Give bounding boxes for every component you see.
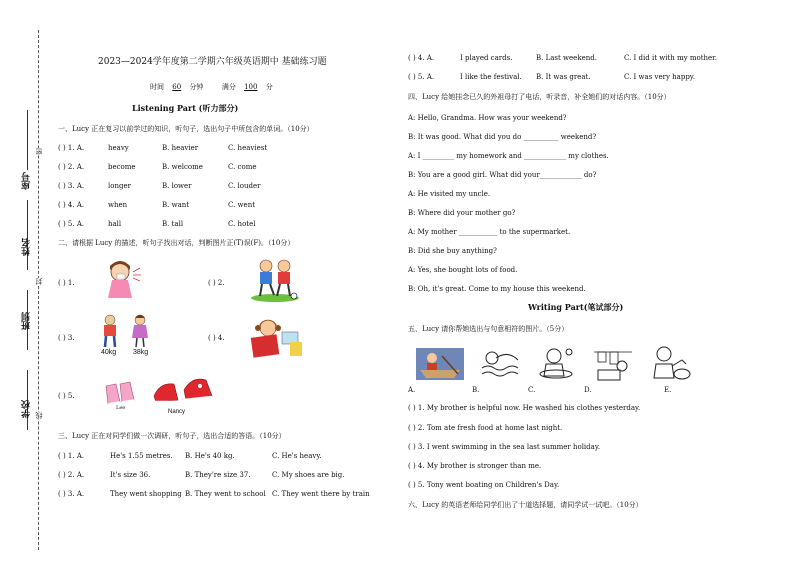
strong-boy-picture-e [648, 344, 692, 382]
exam-title: 2023—2024学年度第二学期六年级英语期中 基础练习题 [98, 57, 327, 67]
pic-label-a: A. [408, 386, 416, 394]
listening-title: Listening Part (听力部分) [132, 103, 239, 113]
dialogue-line: A: Yes, she bought lots of food. [408, 266, 518, 274]
sec1-q2-a: become [108, 163, 136, 171]
football-boys-picture [250, 258, 300, 302]
sec1-q1-b: B. heavier [162, 144, 199, 152]
dialogue-line: A: Hello, Grandma. How was your weekend? [408, 114, 567, 122]
name-label: 姓名 [22, 238, 32, 256]
time-unit: 分钟 [189, 83, 204, 91]
sec2-q1: ( ) 1. [58, 279, 75, 287]
sec3-q3: ( ) 3. A. [58, 490, 85, 498]
reading-girl-picture [246, 318, 304, 358]
washing-picture-d [592, 346, 634, 382]
sec3-q2-a: It's size 36. [110, 471, 151, 479]
dialogue-line: A: I _________ my homework and ____________ my clothes. [408, 152, 609, 160]
sec1-q3-b: B. lower [162, 182, 192, 190]
pic-label-e: E. [664, 386, 672, 394]
sec3-q4-a: I played cards. [460, 54, 513, 62]
dialogue-line: B: You are a good girl. What did your____________ do? [408, 171, 597, 179]
sec1-q5-a: hall [108, 220, 122, 228]
sec3-q5: ( ) 5. A. [408, 73, 435, 81]
boat-picture-a [416, 348, 464, 380]
red-shoes-picture [150, 376, 216, 408]
binding-dashed-line [38, 30, 39, 550]
sec1-heading: 一、Lucy 正在复习以前学过的知识，听句子，选出句子中所包含的单词。（10分） [58, 125, 314, 133]
sec1-q4-c: C. went [228, 201, 256, 209]
sec3-q5-a: I like the festival. [460, 73, 522, 81]
sec3-q1-b: B. He's 40 kg. [185, 452, 235, 460]
sec1-q4-b: B. want [162, 201, 190, 209]
dialogue-line: B: It was good. What did you do __________ weekend? [408, 133, 597, 141]
sec1-q1: ( ) 1. A. [58, 144, 85, 152]
sec1-q3-a: longer [108, 182, 131, 190]
sick-girl-picture [100, 260, 144, 300]
score-unit: 分 [265, 83, 273, 91]
sec1-q4: ( ) 4. A. [58, 201, 85, 209]
sec3-q3-b: B. They went to school [185, 490, 266, 498]
nancy-label: Nancy [168, 409, 186, 415]
sec3-q1-c: C. He's heavy. [272, 452, 322, 460]
exam-meta [150, 82, 273, 92]
sec6-heading: 六、Lucy 的英语老师给同学们出了十道选择题，请同学试一试吧。（10分） [408, 501, 643, 509]
pic-label-c: C. [528, 386, 536, 394]
seat-line [27, 110, 28, 170]
sec3-q4: ( ) 4. A. [408, 54, 435, 62]
time-label: 时间 [150, 83, 164, 91]
seat-label: 座号 [22, 172, 32, 190]
sec5-q3: ( ) 3. I went swimming in the sea last summer holiday. [408, 443, 601, 451]
weight-40kg: 40kg [101, 349, 117, 356]
pic-label-b: B. [472, 386, 480, 394]
pic-label-d: D. [584, 386, 592, 394]
sec4-heading: 四、Lucy 给她挂念已久的外祖母打了电话，听录音，补全她们的对话内容。（10分） [408, 93, 671, 101]
sec2-q2: ( ) 2. [208, 279, 225, 287]
dialogue-line: A: He visited my uncle. [408, 190, 491, 198]
sec3-heading: 三、Lucy 正在对同学们做一次调研，听句子，选出合适的答语。（10分） [58, 432, 286, 440]
sec5-heading: 五、Lucy 请你帮她选出与句意相符的图片。（5分） [408, 325, 569, 333]
sec3-q3-a: They went shopping [110, 490, 182, 498]
mi-label: 密 [35, 148, 43, 155]
dialogue-line: B: Oh, it's great. Come to my house this weekend. [408, 285, 586, 293]
dialogue-line: B: Where did your mother go? [408, 209, 516, 217]
sec3-q1-a: He's 1.55 metres. [110, 452, 173, 460]
writing-title: Writing Part(笔试部分) [528, 302, 624, 312]
sec3-q2-b: B. They're size 37. [185, 471, 251, 479]
time-value: 60 [172, 83, 182, 91]
school-label: 学校 [22, 400, 32, 418]
sec3-q4-b: B. Last weekend. [536, 54, 597, 62]
sec1-q1-c: C. heaviest [228, 144, 268, 152]
sec1-q2-b: B. welcome [162, 163, 203, 171]
dialogue-line: B: Did she buy anything? [408, 247, 497, 255]
class-label: 班别 [22, 312, 32, 330]
sec3-q5-b: B. It was great. [536, 73, 591, 81]
sec5-q4: ( ) 4. My brother is stronger than me. [408, 462, 542, 470]
sec3-q3-c: C. They went there by train [272, 490, 370, 498]
feng-label: 封 [35, 278, 43, 285]
sec3-q1: ( ) 1. A. [58, 452, 85, 460]
xian-label: 线 [35, 412, 43, 419]
sec5-q5: ( ) 5. Tony went boating on Children's Day. [408, 481, 560, 489]
pink-shoes-picture [102, 378, 138, 408]
swimming-picture-b [480, 348, 522, 380]
boy-and-girl-picture [98, 314, 156, 348]
sec1-q5-c: C. hotel [228, 220, 256, 228]
sec3-q5-c: C. I was very happy. [624, 73, 696, 81]
sec2-q3: ( ) 3. [58, 334, 75, 342]
eating-picture-c [536, 346, 578, 380]
sec1-q3-c: C. louder [228, 182, 261, 190]
lee-label: Lee [116, 405, 126, 411]
sec1-q2: ( ) 2. A. [58, 163, 85, 171]
name-line [27, 200, 28, 270]
sec1-q5-b: B. tall [162, 220, 184, 228]
dialogue-line: A: My mother ___________ to the supermarket. [408, 228, 571, 236]
sec2-q4: ( ) 4. [208, 334, 225, 342]
sec1-q4-a: when [108, 201, 128, 209]
sec1-q5: ( ) 5. A. [58, 220, 85, 228]
sec5-q1: ( ) 1. My brother is helpful now. He washed his clothes yesterday. [408, 404, 641, 412]
sec2-q5: ( ) 5. [58, 392, 75, 400]
score-value: 100 [244, 83, 258, 91]
sec5-q2: ( ) 2. Tom ate fresh food at home last night. [408, 424, 563, 432]
sec3-q4-c: C. I did it with my mother. [624, 54, 717, 62]
weight-38kg: 38kg [133, 349, 149, 356]
sec1-q3: ( ) 3. A. [58, 182, 85, 190]
sec1-q2-c: C. come [228, 163, 257, 171]
sec3-q2: ( ) 2. A. [58, 471, 85, 479]
sec2-heading: 二、请根据 Lucy 的描述，听句子找出对话，判断图片正(T)误(F)。（10分） [58, 239, 295, 247]
sec3-q2-c: C. My shoes are big. [272, 471, 345, 479]
sec1-q1-a: heavy [108, 144, 129, 152]
score-label: 满分 [221, 83, 236, 91]
